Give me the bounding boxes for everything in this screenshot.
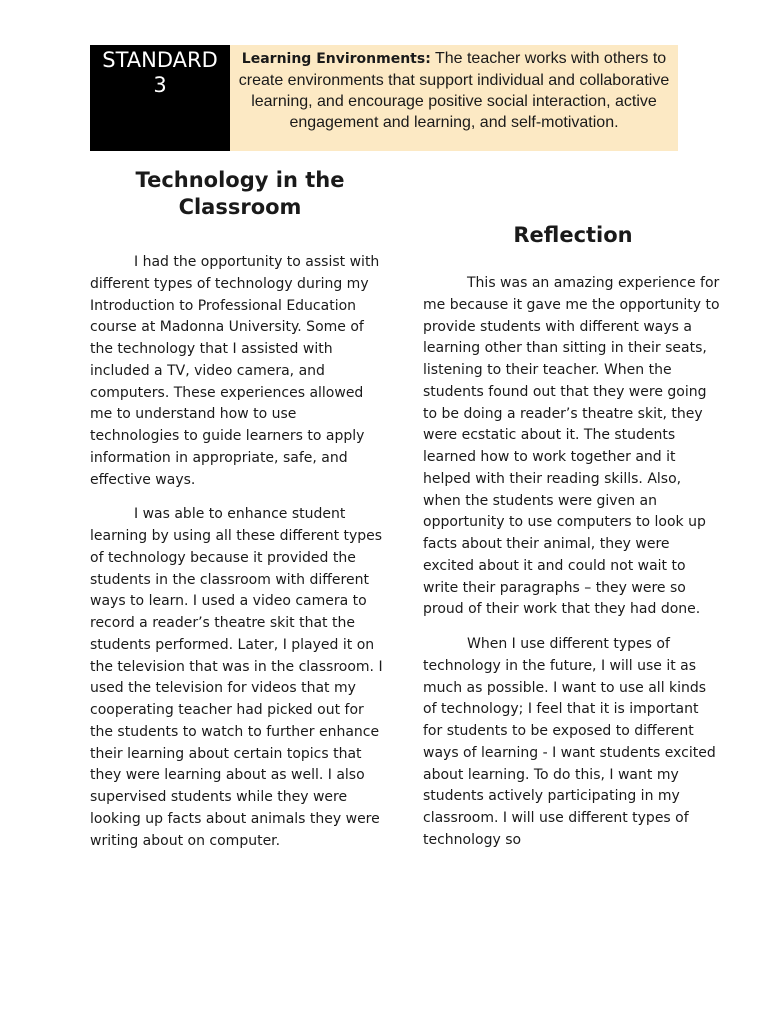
standard-number-box: [90, 45, 230, 151]
standard-text: The teacher works with others to create environments that support individual and collaborative learning, and encourage positive social interaction, active engagement and learning, and self-motivation.: [238, 50, 670, 131]
left-paragraph-2: I was able to enhance student learning by using all these different types of technology because it provided the students in the classroom with different ways to learn. I used a video camera to record a reader’s theatre skit that the students performed. Later, I played it on the television that was in the classroom. I used the television for videos that my cooperating teacher had picked out for the students to watch to further enhance their learning about certain topics that they were learning about as well. I also supervised students while they were looking up facts about animals they were writing about on computer.: [90, 506, 383, 849]
right-paragraph-1: This was an amazing experience for me because it gave me the opportunity to provide students with different ways a learning other than sitting in their seats, listening to their teacher. When the students found out that they were going to be doing a reader’s theatre skit, they were ecstatic about it. The students learned how to work together and it helped with their reading skills. Also, when the students were given an opportunity to use computers to look up facts about their animal, they were excited about it and could not wait to write their paragraphs – they were so proud of their work that they had done.: [423, 275, 720, 618]
right-paragraph-2: When I use different types of technology in the future, I will use it as much as possible. I want to use all kinds of technology; I feel that it is important for students to be exposed to different ways of learning - I want students excited about learning. To do this, I want my students actively participating in my classroom. I will use different types of technology so: [423, 636, 716, 848]
right-column-title: Reflection: [513, 223, 633, 247]
standard-description: [230, 45, 678, 151]
standard-number: 3: [153, 73, 167, 97]
left-column-title: Technology in the Classroom: [135, 168, 345, 219]
right-column-body: [423, 273, 720, 865]
standard-header: [90, 45, 678, 151]
standard-category: Learning Environments:: [241, 51, 431, 67]
left-column-body: [90, 252, 390, 865]
standard-label: STANDARD: [102, 48, 218, 72]
left-paragraph-1: I had the opportunity to assist with different types of technology during my Introduction to Professional Education course at Madonna University. Some of the technology that I assisted with included a TV, video camera, and computers. These experiences allowed me to understand how to use technologies to guide learners to apply information in appropriate, safe, and effective ways.: [90, 254, 380, 488]
